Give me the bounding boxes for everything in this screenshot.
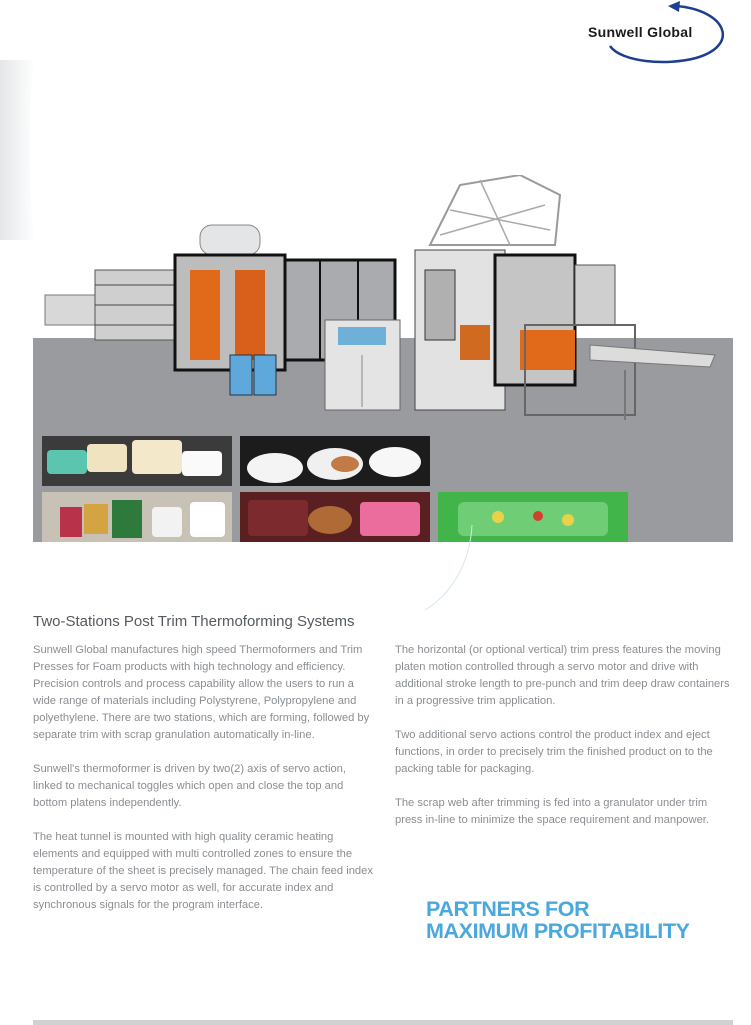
decorative-arc <box>420 520 480 615</box>
sunwell-logo <box>576 0 736 70</box>
paragraph: Two additional servo actions control the product index and eject functions, in order to precisely trim the finished product on to the packing table for packaging. <box>395 729 713 775</box>
foam-plates-photo <box>240 436 430 486</box>
logo-text: Sunwell Global <box>588 24 693 40</box>
food-trays-photo <box>240 492 430 542</box>
left-text-column <box>33 642 373 931</box>
bottom-divider <box>33 1020 733 1025</box>
paragraph: The scrap web after trimming is fed into a granulator under trim press in-line to minimize the space requirement and manpower. <box>395 797 710 826</box>
cups-photo <box>42 492 232 542</box>
foam-clamshell-photo <box>42 436 232 486</box>
right-text-column <box>395 642 735 846</box>
paragraph: The horizontal (or optional vertical) trim press features the moving platen motion controlled through a servo motor and drive with additional stroke length to pre-punch and trim deep draw containers in a progressive trim application. <box>395 644 730 707</box>
page-title: Two-Stations Post Trim Thermoforming Systems <box>33 613 355 630</box>
paragraph: Sunwell's thermoformer is driven by two(2) axis of servo action, linked to mechanical toggles which open and close the top and bottom platens independently. <box>33 763 347 809</box>
paragraph: The heat tunnel is mounted with high quality ceramic heating elements and equipped with multi controlled zones to ensure the temperature of the sheet is precisely managed. The chain feed index is controlled by a servo motor as well, for accurate index and synchronous signals for the program interface. <box>33 831 373 911</box>
paragraph: Sunwell Global manufactures high speed Thermoformers and Trim Presses for Foam products with high technology and efficiency. Precision controls and process capability allow the users to run a wide range of materials including Polystyrene, Polypropylene and polyethylene. There are two stations, which are forming, followed by separate trim with scrap granulation automatically in-line. <box>33 644 370 741</box>
thermoforming-machine-image <box>40 175 720 420</box>
slogan <box>426 898 690 942</box>
slogan-line-2: MAXIMUM PROFITABILITY <box>426 919 690 943</box>
slogan-line-1: PARTNERS FOR <box>426 897 590 921</box>
